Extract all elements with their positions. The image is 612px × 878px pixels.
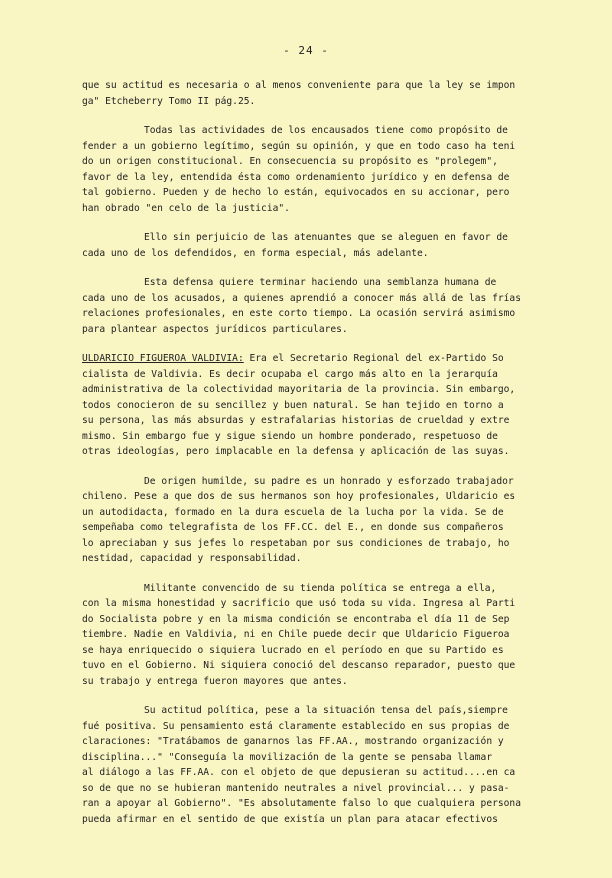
text-line: cialista de Valdivia. Es decir ocupaba el cargo más alto en la jerarquía — [82, 368, 498, 380]
text-line: administrativa de la colectividad mayoritaria de la provincia. Sin embargo, — [82, 384, 516, 395]
text-line: Esta defensa quiere terminar haciendo una semblanza humana de — [144, 277, 497, 288]
text-line: han obrado "en celo de la justicia". — [82, 202, 290, 214]
text-line: tuvo en el Gobierno. Ni siquiera conoció del descanso reparador, puesto que — [82, 660, 516, 671]
text-line: se haya enriquecido o siquiera lucrado en el período en que su Partido es — [82, 644, 504, 656]
text-line: fender a un gobierno legítimo, según su opinión, y que en todo caso ha teni — [82, 140, 516, 152]
text-line: sempeñaba como telegrafista de los FF.CC. del E., en donde sus compañeros — [82, 522, 504, 533]
text-line: pueda afirmar en el sentido de que existía un plan para atacar efectivos — [82, 813, 498, 825]
paragraph — [82, 703, 537, 827]
paragraph — [82, 123, 537, 216]
text-line: lo apreciaban y sus jefes lo respetaban por sus condiciones de trabajo, ho — [82, 537, 510, 549]
text-line: ran a apoyar al Gobierno". "Es absolutamente falso lo que cualquiera persona — [82, 798, 521, 809]
text-line: Todas las actividades de los encausados tiene como propósito de — [144, 125, 508, 136]
text-line: so de que no se hubieran mantenido neutrales a nivel provincial... y pasa- — [82, 782, 510, 794]
text-line: do Socialista pobre y en la misma condición se encontraba el día 11 de Sep — [82, 613, 510, 625]
text-line: Militante convencido de su tienda política se entrega a ella, — [144, 582, 497, 594]
section-heading: ULDARICIO FIGUEROA VALDIVIA: — [82, 353, 244, 364]
text-line: favor de la ley, entendida ésta como ordenamiento jurídico y en defensa de — [82, 171, 510, 183]
text-line: cada uno de los defendidos, en forma especial, más adelante. — [82, 247, 429, 259]
text-line: tiembre. Nadie en Valdivia, ni en Chile puede decir que Uldaricio Figueroa — [82, 629, 510, 640]
paragraph — [82, 581, 537, 690]
paragraph — [82, 474, 537, 567]
text-line: un autodidacta, formado en la dura escuela de la lucha por la vida. Se de — [82, 506, 504, 518]
text-line — [82, 351, 537, 367]
paragraph — [82, 351, 537, 460]
text-line: relaciones profesionales, en este corto tiempo. La ocasión servirá asimismo — [82, 308, 516, 319]
text-line: al diálogo a las FF.AA. con el objeto de que depusieran su actitud....en ca — [82, 767, 516, 778]
text-line: mismo. Sin embargo fue y sigue siendo un hombre ponderado, respetuoso de — [82, 430, 498, 442]
text-line: cada uno de los acusados, a quienes aprendió a conocer más allá de las frías — [82, 292, 521, 304]
paragraph — [82, 78, 537, 109]
text-line-rest: Era el Secretario Regional del ex-Partido So — [243, 353, 504, 364]
text-line: Su actitud política, pese a la situación tensa del país,siempre — [144, 705, 508, 716]
page-number: - 24 - — [283, 44, 329, 57]
text-line: nestidad, capacidad y responsabilidad. — [82, 553, 302, 564]
text-line: claraciones: "Tratábamos de ganarnos las FF.AA., mostrando organización y — [82, 736, 504, 747]
text-line: con la misma honestidad y sacrificio que usó toda su vida. Ingresa al Parti — [82, 598, 516, 609]
text-line: que su actitud es necesaria o al menos conveniente para que la ley se impon — [82, 80, 516, 91]
text-line: tal gobierno. Pueden y de hecho lo están, equivocados en su accionar, pero — [82, 187, 510, 198]
text-line: otras ideologías, pero implacable en la defensa y aplicación de las suyas. — [82, 446, 510, 457]
text-line: para plantear aspectos jurídicos particulares. — [82, 323, 348, 335]
paragraph — [82, 275, 537, 337]
text-line: De origen humilde, su padre es un honrado y esforzado trabajador — [144, 475, 514, 487]
document-body — [82, 78, 537, 841]
text-line: su persona, las más absurdas y estrafalarias historias de crueldad y extre — [82, 415, 510, 426]
text-line: ga" Etcheberry Tomo II pág.25. — [82, 95, 256, 107]
text-line: Ello sin perjuicio de las atenuantes que se aleguen en favor de — [144, 232, 508, 243]
text-line: do un origen constitucional. En consecuencia su propósito es "prolegem", — [82, 156, 498, 167]
text-line: chileno. Pese a que dos de sus hermanos son hoy profesionales, Uldaricio es — [82, 491, 516, 502]
text-line: fué positiva. Su pensamiento está claramente establecido en sus propias de — [82, 720, 510, 732]
text-line: disciplina..." "Conseguía la movilización de la gente se pensaba llamar — [82, 751, 493, 763]
text-line: su trabajo y entrega fueron mayores que antes. — [82, 675, 348, 687]
paragraph — [82, 230, 537, 261]
text-line: todos conocieron de su sencillez y buen natural. Se han tejido en torno a — [82, 399, 504, 411]
